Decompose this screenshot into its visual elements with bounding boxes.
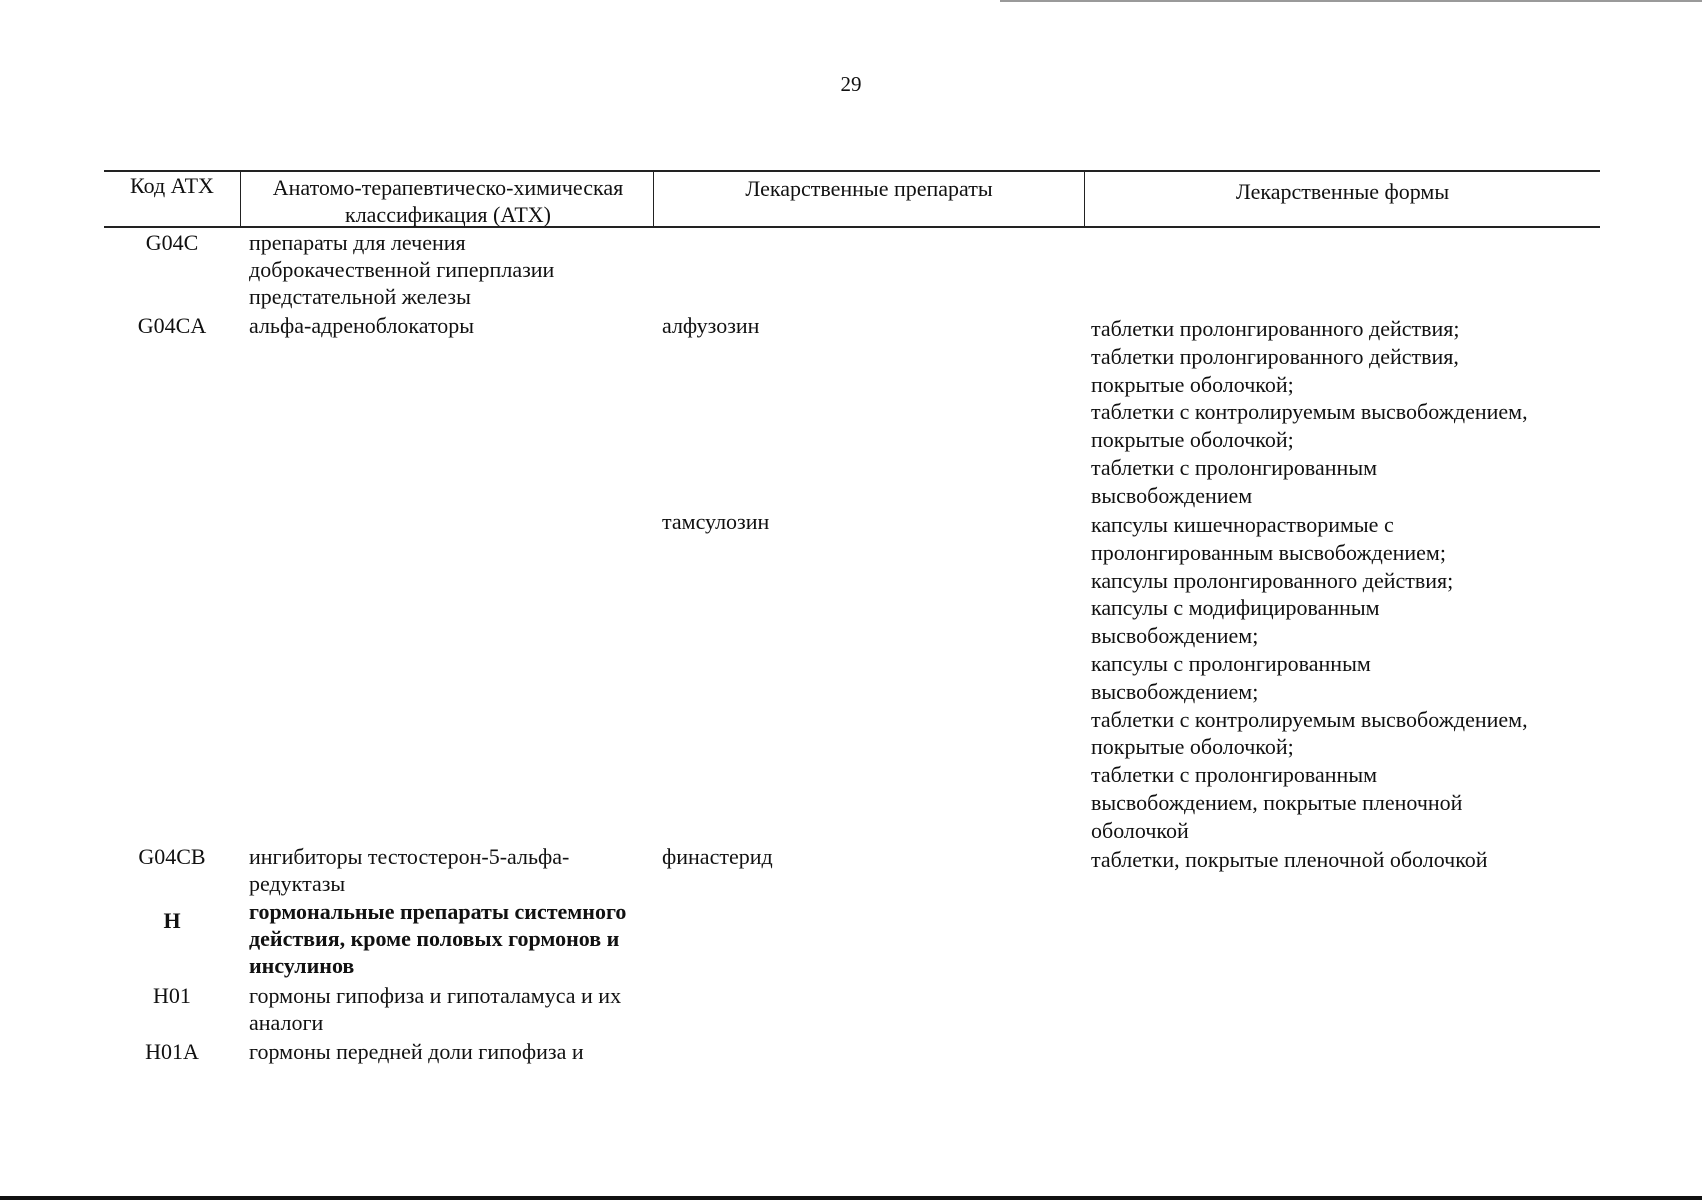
row-classification: гормоны передней доли гипофиза и <box>249 1039 584 1064</box>
row-classification: альфа-адреноблокаторы <box>249 313 475 338</box>
table-header-top-rule <box>104 170 1600 172</box>
page-number: 29 <box>840 72 862 96</box>
row-drug: алфузозин <box>662 313 760 338</box>
scan-edge-top <box>1000 0 1702 2</box>
header-divider-1 <box>240 172 241 228</box>
scan-edge-bottom <box>0 1196 1702 1200</box>
row-forms: таблетки, покрытые пленочной оболочкой <box>1091 847 1488 872</box>
row-forms: капсулы кишечнорастворимые с пролонгированным высвобождением; капсулы пролонгированного действия; капсулы с модифицированным высвобождением; капсулы с пролонгированным высвобождением; таблетки с контролируемым высвобождением, покрытые оболочкой; таблетки с пролонгированным высвобождением, покрытые пленочной оболочкой <box>1091 512 1528 843</box>
row-classification: гормоны гипофиза и гипоталамуса и их аналоги <box>249 983 622 1035</box>
row-code: H <box>163 908 181 933</box>
header-code: Код АТХ <box>130 173 214 198</box>
row-classification: гормональные препараты системного действия, кроме половых гормонов и инсулинов <box>249 899 627 978</box>
row-drug: тамсулозин <box>662 509 770 534</box>
row-code: G04CB <box>138 844 206 869</box>
row-classification: ингибиторы тестостерон-5-альфа-редуктазы <box>249 844 570 896</box>
row-code: H01A <box>145 1039 199 1064</box>
row-code: G04C <box>145 230 199 255</box>
row-code: G04CA <box>137 313 207 338</box>
row-code: H01 <box>153 983 191 1008</box>
row-drug: финастерид <box>662 844 773 869</box>
row-classification: препараты для лечения доброкачественной гиперплазии предстательной железы <box>249 230 555 309</box>
header-forms: Лекарственные формы <box>1235 179 1450 204</box>
header-drugs: Лекарственные препараты <box>745 176 993 201</box>
row-forms: таблетки пролонгированного действия; таблетки пролонгированного действия, покрытые оболочкой; таблетки с контролируемым высвобождением, покрытые оболочкой; таблетки с пролонгированным высвобождением <box>1091 316 1528 508</box>
header-classification: Анатомо-терапевтическо-химическая классификация (АТХ) <box>272 175 624 227</box>
